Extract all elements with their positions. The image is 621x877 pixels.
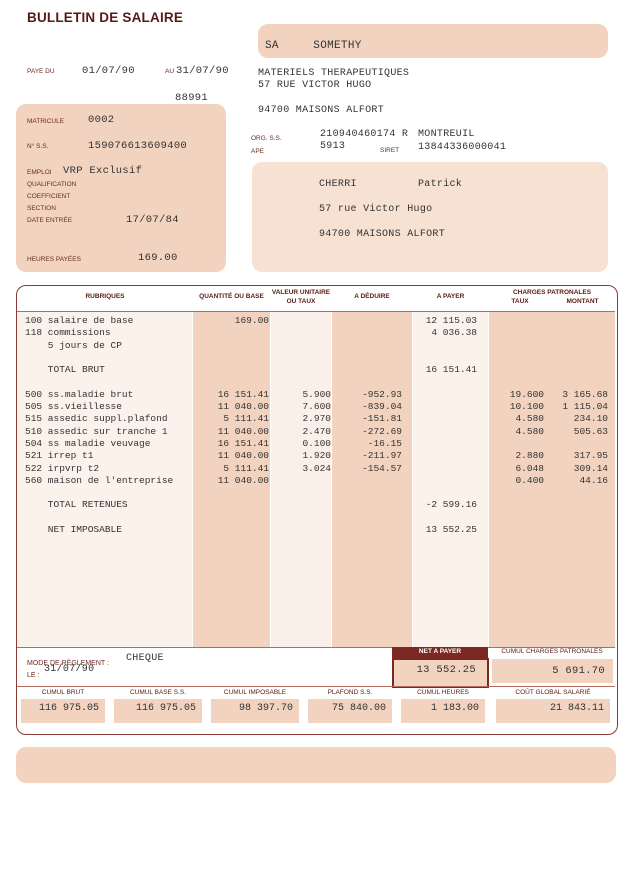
cell-payer: -2 599.16	[425, 499, 477, 511]
heures-label: HEURES PAYÉES	[27, 256, 81, 263]
period-from: 01/07/90	[82, 65, 135, 77]
le-label: LE :	[27, 672, 40, 679]
header-deduire: A DÉDUIRE	[354, 293, 390, 300]
employee-name: CHERRI	[319, 179, 357, 190]
document-title: BULLETIN DE SALAIRE	[27, 10, 184, 25]
cumul-label: CUMUL IMPOSABLE	[223, 689, 287, 696]
qualification-label: QUALIFICATION	[27, 181, 77, 188]
cell-cmontant: 317.95	[573, 450, 608, 462]
cumul-value: 116 975.05	[38, 703, 99, 714]
table-row	[17, 512, 615, 524]
reference-number: 88991	[175, 92, 209, 104]
cell-rubrique: 5 jours de CP	[25, 339, 122, 351]
mode-label: MODE DE RÈGLEMENT :	[27, 660, 109, 667]
emploi: VRP Exclusif	[63, 165, 143, 177]
org-ss-label: ORG. S.S.	[251, 135, 282, 142]
table-row	[17, 524, 615, 536]
header-valeur1: VALEUR UNITAIRE	[271, 289, 331, 296]
cell-taux: 2.970	[302, 413, 331, 425]
cumul-label: CUMUL HEURES	[417, 689, 469, 696]
header-charges: CHARGES PATRONALES	[512, 289, 592, 296]
employer-name: SA SOMETHY	[265, 40, 362, 52]
cell-rubrique: 504 ss maladie veuvage	[25, 437, 151, 449]
table-row	[17, 499, 615, 511]
table-row	[17, 315, 615, 327]
employee-address1: 57 rue Victor Hugo	[319, 204, 433, 215]
period-to: 31/07/90	[176, 65, 229, 77]
cell-rubrique: TOTAL BRUT	[25, 364, 105, 376]
heures: 169.00	[138, 252, 178, 264]
ape: 5913	[320, 141, 346, 152]
org-city: MONTREUIL	[418, 129, 475, 140]
cell-ctaux: 19.600	[509, 388, 544, 400]
table-row	[17, 463, 615, 475]
header-divider	[17, 311, 615, 312]
cell-rubrique: NET IMPOSABLE	[25, 524, 122, 536]
cell-rubrique: 118 commissions	[25, 327, 111, 339]
cell-rubrique: 505 ss.vieillesse	[25, 401, 122, 413]
cell-base: 11 040.00	[217, 425, 269, 437]
header-rubriques: RUBRIQUES	[85, 293, 125, 300]
le-date: 31/07/90	[44, 664, 95, 675]
cell-rubrique: 100 salaire de base	[25, 315, 134, 326]
cell-deduire: -952.93	[362, 388, 402, 400]
net-value: 13 552.25	[416, 664, 476, 676]
nss: 159076613609400	[88, 140, 188, 152]
header-quantite: QUANTITÉ OU BASE	[199, 293, 264, 300]
nss-label: N° S.S.	[27, 143, 49, 150]
cell-taux: 5.900	[302, 388, 331, 400]
table-row	[17, 352, 615, 364]
siret: 13844336000041	[418, 142, 507, 153]
cell-base: 11 040.00	[217, 401, 269, 413]
header-payer: A PAYER	[436, 293, 465, 300]
cell-payer: 16 151.41	[425, 364, 477, 376]
cell-deduire: -839.04	[362, 401, 402, 413]
period-to-label: AU	[165, 68, 175, 75]
cumul-label: PLAFOND S.S.	[327, 689, 373, 696]
cell-taux: 7.600	[302, 401, 331, 413]
cell-ctaux: 2.880	[515, 450, 544, 462]
cell-cmontant: 3 165.68	[562, 388, 608, 400]
cell-cmontant: 1 115.04	[562, 401, 608, 413]
cumul-label: CUMUL BASE S.S.	[129, 689, 187, 696]
employer-line2: 57 RUE VICTOR HUGO	[258, 80, 372, 91]
header-taux: TAUX	[511, 298, 529, 305]
cell-ctaux: 4.580	[515, 425, 544, 437]
cell-deduire: -154.57	[362, 462, 402, 474]
matricule: 0002	[88, 114, 115, 126]
matricule-label: MATRICULE	[27, 118, 65, 125]
cell-base: 11 040.00	[217, 474, 269, 486]
cell-rubrique: 510 assedic sur tranche 1	[25, 425, 168, 437]
date-entree-label: DATE ENTRÉE	[27, 217, 73, 224]
cell-taux: 3.024	[302, 462, 331, 474]
table-row	[17, 340, 615, 352]
table-row	[17, 438, 615, 450]
cumul-value: 21 843.11	[549, 703, 604, 714]
table-row	[17, 487, 615, 499]
cell-base: 16 151.41	[217, 388, 269, 400]
net-label: NET A PAYER	[418, 648, 462, 655]
cell-deduire: -211.97	[362, 450, 402, 462]
cell-ctaux: 0.400	[515, 474, 544, 486]
employee-address2: 94700 MAISONS ALFORT	[319, 229, 446, 240]
header-montant: MONTANT	[566, 298, 599, 305]
bottom-box	[16, 747, 616, 783]
cell-base: 11 040.00	[217, 450, 269, 462]
cell-rubrique: 515 assedic suppl.plafond	[25, 413, 168, 425]
cell-taux: 0.100	[302, 437, 331, 449]
table-row	[17, 389, 615, 401]
cell-base: 5 111.41	[223, 413, 269, 425]
cumul-value: 98 397.70	[238, 703, 293, 714]
cell-ctaux: 6.048	[515, 462, 544, 474]
period-from-label: PAYE DU	[27, 68, 55, 75]
cell-taux: 2.470	[302, 425, 331, 437]
header-valeur2: OU TAUX	[286, 298, 316, 305]
cumul-value: 116 975.05	[135, 703, 196, 714]
employee-firstname: Patrick	[418, 179, 463, 190]
table-row	[17, 327, 615, 339]
cell-deduire: -151.81	[362, 413, 402, 425]
cell-deduire: -272.69	[362, 425, 402, 437]
cell-cmontant: 505.63	[573, 425, 608, 437]
emploi-label: EMPLOI	[27, 169, 52, 176]
cell-taux: 1.920	[302, 450, 331, 462]
siret-label: SIRET	[380, 147, 400, 154]
table-row	[17, 475, 615, 487]
section-label: SECTION	[27, 205, 56, 212]
date-entree: 17/07/84	[126, 214, 179, 226]
cell-cmontant: 44.16	[579, 474, 608, 486]
cumuls-row	[17, 687, 615, 732]
employer-line3: 94700 MAISONS ALFORT	[258, 105, 385, 116]
cumul-charges: 5 691.70	[552, 665, 605, 677]
table-row	[17, 450, 615, 462]
employer-line1: MATERIELS THERAPEUTIQUES	[258, 68, 410, 79]
cell-ctaux: 4.580	[515, 413, 544, 425]
table-row	[17, 376, 615, 388]
cumul-value: 1 183.00	[430, 703, 479, 714]
table-row	[17, 364, 615, 376]
table-row	[17, 401, 615, 413]
cumul-value: 75 840.00	[331, 703, 386, 714]
table-row	[17, 426, 615, 438]
table-rows	[17, 315, 615, 536]
cell-ctaux: 10.100	[509, 401, 544, 413]
cell-base: 169.00	[234, 315, 269, 326]
cell-payer: 13 552.25	[425, 524, 477, 536]
org-ss: 210940460174 R	[320, 129, 409, 140]
cell-rubrique: 560 maison de l'entreprise	[25, 474, 174, 486]
cell-cmontant: 234.10	[573, 413, 608, 425]
cumul-label: COÛT GLOBAL SALARIÉ	[515, 689, 591, 696]
cell-payer: 4 036.38	[431, 327, 477, 339]
cell-cmontant: 309.14	[573, 462, 608, 474]
cell-rubrique: 522 irpvrp t2	[25, 462, 100, 474]
cell-rubrique: TOTAL RETENUES	[25, 499, 128, 511]
ape-label: APE	[251, 148, 265, 155]
cell-rubrique: 521 irrep t1	[25, 450, 94, 462]
cell-base: 5 111.41	[223, 462, 269, 474]
cell-deduire: -16.15	[367, 437, 402, 449]
cell-payer: 12 115.03	[425, 315, 477, 326]
cumul-label: CUMUL BRUT	[41, 689, 85, 696]
employee-info-box	[16, 104, 226, 272]
cumul-charges-label: CUMUL CHARGES PATRONALES	[501, 648, 603, 655]
mode: CHEQUE	[126, 653, 164, 664]
cell-base: 16 151.41	[217, 437, 269, 449]
table-row	[17, 413, 615, 425]
cell-rubrique: 500 ss.maladie brut	[25, 388, 134, 400]
coefficient-label: COEFFICIENT	[27, 193, 71, 200]
